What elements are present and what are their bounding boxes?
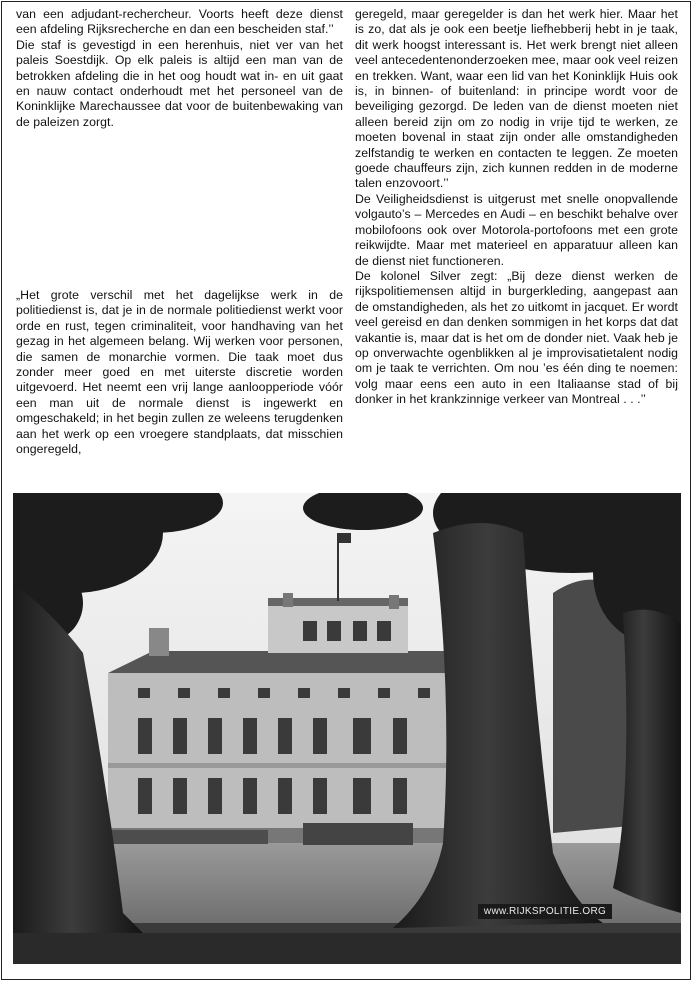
paragraph: „Het grote verschil met het dagelijkse werk in de politiedienst is, dat je in de normale politiedienst werkt voor orde en rust, tegen criminaliteit, voor handhaving van het gezag in het algemeen belang. Wij werken voor personen, die samen de monarchie vormen. Die taak moet dus zonder meer goed en met uiterste discretie worden uitgevoerd. Het neemt een vrij lange aanloopperiode vóór een man uit de normale dienst is ingewerkt en omgeschakeld; in het begin zullen ze weleens terugdenken aan het werk op een vroegere standplaats, dat misschien ongeregeld, bbox=[16, 288, 343, 457]
paragraph: van een adjudant-rechercheur. Voorts heeft deze dienst een afdeling Rijksrecherche en dan een bescheiden staf.’’ bbox=[16, 7, 343, 37]
article-column-left-bottom bbox=[16, 288, 343, 457]
paragraph: De kolonel Silver zegt: „Bij deze dienst werken de rijkspolitiemensen altijd in burgerkleding, aangepast aan de omstandigheden, als het zo uitkomt in jacquet. Er wordt veel gereisd en dan denken sommigen in het korps dat dat vakantie is, maar dat is het om de donder niet. Vaak heb je op onverwachte ogenblikken al je improvisatietalent nodig om je taak te verrichten. Om nou ’es één ding te noemen: volg maar eens een auto in een Italiaanse stad of bij donker in het krankzinnige verkeer van Montreal . . .’’ bbox=[355, 268, 678, 407]
palace-photo bbox=[13, 493, 681, 964]
paragraph: Die staf is gevestigd in een herenhuis, niet ver van het paleis Soestdijk. Op elk paleis is altijd een man van de betrokken afdeling die in het oog houdt wat in- en uit gaat en nauw contact onderhoudt met het personeel van de Koninklijke Marechaussee dat voor de buitenbewaking van de paleizen zorgt. bbox=[16, 37, 343, 129]
paragraph: De Veiligheidsdienst is uitgerust met snelle onopvallende volgauto’s – Mercedes en Audi – en beschikt behalve over mobilofoons ook over Motorola-portofoons met een grote reikwijdte. Maar met materieel en apparatuur alleen kan de dienst niet functioneren. bbox=[355, 191, 678, 268]
article-column-left-top bbox=[16, 7, 343, 130]
watermark-label: www.RIJKSPOLITIE.ORG bbox=[478, 904, 612, 919]
paragraph: geregeld, maar geregelder is dan het werk hier. Maar het is zo, dat als je ook een beetje liefhebberij hebt in je taak, dit werk hoogst interessant is. Het werk brengt niet alleen veel antecedentenonderzoeken mee, maar ook veel reizen en trekken. Want, waar een lid van het Koninklijk Huis ook is, in binnen- of buitenland: in principe wordt voor de beveiliging gezorgd. De leden van de dienst moeten niet alleen bereid zijn om zo nodig in vrije tijd te werken, ze moeten bovenal in staat zijn onder alle omstandigheden zelfstandig te werken en contacten te leggen. Ze moeten goede chauffeurs zijn, zich kunnen redden in de moderne talen enzovoort.’’ bbox=[355, 7, 678, 191]
article-column-right bbox=[355, 7, 678, 408]
